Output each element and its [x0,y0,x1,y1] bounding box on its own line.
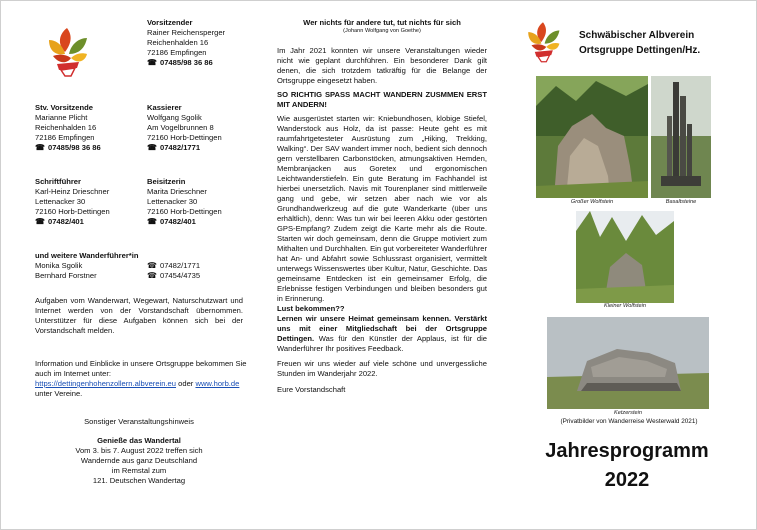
vorsitzender-line: 72186 Empfingen [147,48,207,58]
horb-link[interactable]: www.horb.de [195,379,240,389]
schriftfuehrer-block [35,177,110,228]
lust-text: Lust bekommen?? [277,304,345,314]
org-name: Schwäbischer Albverein [579,30,695,41]
stv-block [35,103,101,154]
kassierer-heading: Kassierer [147,103,182,112]
article-headline: SO RICHTIG SPASS MACHT WANDERN ZUSMMEN ERST MIT ANDERN! [277,90,487,110]
beisitzerin-line: Marita Drieschner [147,187,207,197]
weitere-heading: und weitere Wanderführer*in [35,251,139,260]
event-line: Vom 3. bis 7. August 2022 treffen sich [75,446,203,456]
stv-line: Marianne Plicht [35,113,88,123]
kassierer-line: Am Vogelbrunnen 8 [147,123,214,133]
caption-basaltsteine: Basaltsteine [665,199,697,205]
albverein-link[interactable]: https://dettingenhohenzollern.albverein.eu [35,379,177,389]
photo-credit: (Privatbilder von Wanderreise Westerwald 2021) [560,418,698,425]
schriftfuehrer-phone: ☎ 07482/401 [35,217,110,228]
schriftfuehrer-line: Karl-Heinz Drieschner [35,187,110,197]
vorsitzender-line: Reichenhalden 16 [147,38,209,48]
event-block [35,417,243,486]
photo-grosser-wolfstein [536,76,648,198]
unter-text: unter Vereine. [35,389,83,399]
photo-ketzerstein [547,317,709,409]
albverein-leaf-logo-icon [41,24,93,80]
aufgaben-text: Aufgaben vom Wanderwart, Wegewart, Naturschutzwart und Internet werden von der Vorstandschaft übernommen. Unterstützer für diese Aufgaben können sich bei der Vorstandschaft melden. [35,296,243,336]
beisitzerin-heading: Beisitzerin [147,177,186,186]
programme-year: 2022 [604,469,650,491]
weitere-phone: ☎ 07454/4735 [147,271,200,282]
weitere-name: Bernhard Forstner [35,271,97,281]
membership-bold: Lernen wir unsere Heimat gemeinsam kennen. Verstärkt uns mit einer Mitgliedschaft bei der Ortsgruppe Dettingen. [277,314,487,344]
kassierer-block [147,103,222,154]
vorsitzender-heading: Vorsitzender [147,18,193,27]
quote-block [277,18,487,35]
kassierer-phone: ☎ 07482/1771 [147,143,222,154]
quote-text: Wer nichts für andere tut, tut nichts für sich [303,18,461,27]
weitere-name: Monika Sgolik [35,261,83,271]
beisitzerin-phone: ☎ 07482/401 [147,217,222,228]
schriftfuehrer-heading: Schriftführer [35,177,81,186]
weitere-phone: ☎ 07482/1771 [147,261,200,272]
beisitzerin-line: Lettenacker 30 [147,197,198,207]
photo-basaltsteine [651,76,711,198]
photo-kleiner-wolfstein [576,211,674,303]
event-line: 121. Deutschen Wandertag [92,476,186,486]
programme-title: Jahresprogramm [545,440,709,462]
stv-phone: ☎ 07485/98 36 86 [35,143,101,154]
kassierer-line: Wolfgang Sgolik [147,113,202,123]
weitere-block [35,251,275,281]
caption-grosser-wolfstein: Großer Wolfstein [570,199,614,205]
quote-author: (Johann Wolfgang von Goethe) [343,28,421,35]
schriftfuehrer-line: 72160 Horb-Dettingen [35,207,110,217]
albverein-leaf-logo-icon [521,19,565,65]
org-header [579,28,700,58]
intro-paragraph: Im Jahr 2021 konnten wir unsere Veranstaltungen wieder nicht wie geplant durchführen. Ein besonderer Dank gilt denen, die sich trotzdem tatkräftig für die Belange der Ortsgruppe eingesetzt haben. [277,46,487,86]
info-paragraph [35,359,247,399]
vorsitzender-block [147,18,225,69]
vorsitzender-phone: ☎ 07485/98 36 86 [147,58,225,69]
stv-line: 72186 Empfingen [35,133,95,143]
org-sub: Ortsgruppe Dettingen/Hz. [579,45,701,56]
caption-ketzerstein: Ketzerstein [614,410,642,416]
stv-line: Reichenhalden 16 [35,123,97,133]
beisitzerin-block [147,177,222,228]
stv-heading: Stv. Vorsitzende [35,103,93,112]
event-line: im Remstal zum [111,466,167,476]
closing-paragraph: Freuen wir uns wieder auf viele schöne und unvergessliche Stunden im Wanderjahr 2022. [277,359,487,379]
kassierer-line: 72160 Horb-Dettingen [147,133,222,143]
beisitzerin-line: 72160 Horb-Dettingen [147,207,222,217]
caption-kleiner-wolfstein: Kleiner Wolfstein [604,303,646,309]
info-text: Information und Einblicke in unsere Ortsgruppe bekommen Sie auch im Internet unter: [35,359,247,379]
applause-text: Was für den Künstler der Applaus, ist für die Wanderführer Ihr positives Feedback. [277,334,487,354]
event-title: Genieße das Wandertal [97,436,181,446]
equipment-paragraph: Wie ausgerüstet starten wir: Kniebundhosen, klobige Stiefel, Wanderstock aus Holz, da ist passe: Heute geht es mit raumfahrtgetesteter Ausrüstung zum „Hiking, Trekking, Walking“. Der SAV wandert immer noch, bedient sich dennoch gern verstellbaren Carbonstöcken, atmungsaktiven Hemden, Membranjacken aus Goretex und ergonomischen Leichtwanderstiefeln. Ein gute Beratung im Fachhandel ist hierbei unersetzlich. Navis mit Tourenplaner sind mittlerweile gang und gebe, wir setzen aber nach wie vor als Grundhandwerkzeug auf die gute Wanderkarte (über uns erhältlich), denn: Was tun wir bei leeren Akku oder gestörten GPS-Empfang? Zudem zeigt die Karte mehr als die Route. Starten wir doch gemeinsam, denn die Gruppe motiviert zum Mithalten und Durchhalten. Ein gut vorbereiteter Wanderführer hat An- und Abfahrt sowie Schlussrast organisiert, vermittelt unterwegs Wissenswertes über Kultur, Natur, Geschichte. Das gemeinsame Entdecken ist ein gemeinsamer Erfolg, die Erlebnisse festigen Verbindungen und bleiben besonders gut in Erinnerung. [277,114,487,304]
article [277,46,487,395]
event-line: Wandernde aus ganz Deutschland [80,456,198,466]
sonstiger-hinweis: Sonstiger Veranstaltungshinweis [84,417,194,426]
signature: Eure Vorstandschaft [277,384,346,394]
vorsitzender-line: Rainer Reichensperger [147,28,226,38]
membership-paragraph [277,314,487,354]
schriftfuehrer-line: Lettenacker 30 [35,197,86,207]
oder-text: oder [178,379,194,389]
